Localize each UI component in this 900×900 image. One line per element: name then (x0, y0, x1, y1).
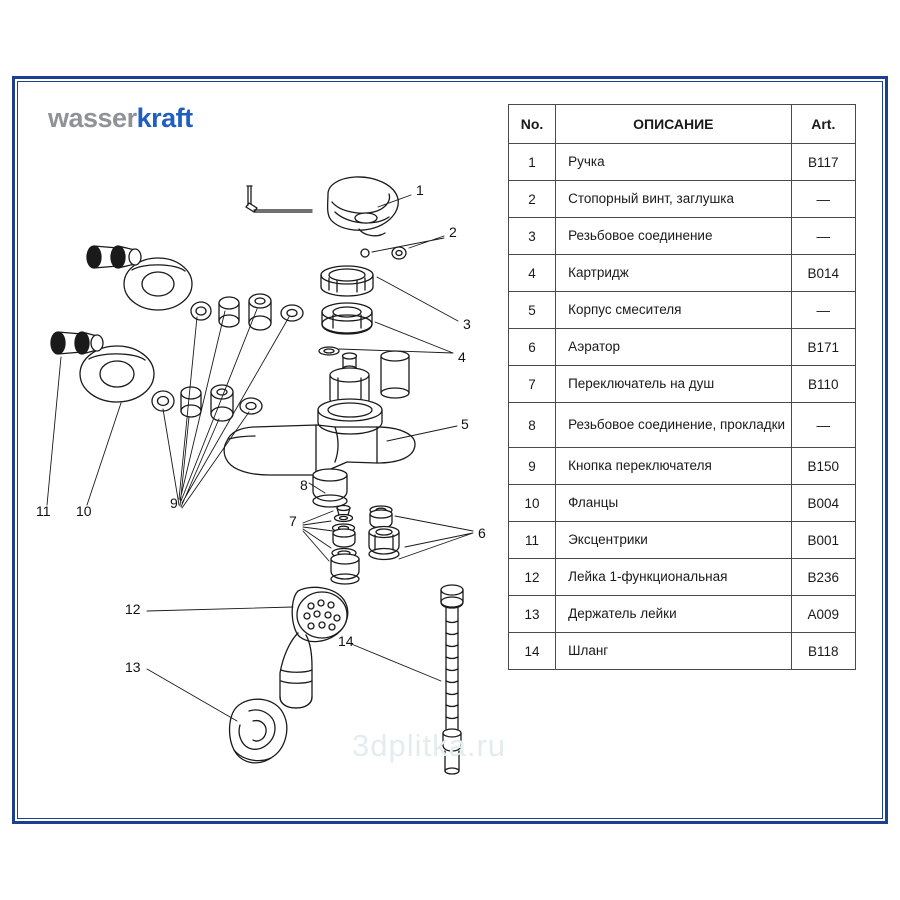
part-washers-lower (152, 385, 262, 421)
part-screw-cap (361, 247, 406, 259)
row-no: 10 (509, 485, 556, 522)
row-no: 5 (509, 292, 556, 329)
table-row (509, 522, 856, 559)
row-description: Эксцентрики (556, 522, 792, 559)
row-art: B118 (791, 633, 855, 670)
row-description: Резьбовое соединение (556, 218, 792, 255)
callout-7: 7 (289, 513, 297, 529)
row-no: 12 (509, 559, 556, 596)
row-art: B117 (791, 144, 855, 181)
row-art: — (791, 218, 855, 255)
row-description: Держатель лейки (556, 596, 792, 633)
row-art: — (791, 403, 855, 448)
table-row (509, 329, 856, 366)
table-row (509, 366, 856, 403)
callout-10: 10 (76, 503, 92, 519)
row-no: 2 (509, 181, 556, 218)
callout-12: 12 (125, 601, 141, 617)
callout-1: 1 (416, 182, 424, 198)
row-no: 6 (509, 329, 556, 366)
row-no: 1 (509, 144, 556, 181)
row-art: — (791, 292, 855, 329)
part-eccentric-upper (87, 246, 141, 268)
callout-13: 13 (125, 659, 141, 675)
part-aerator (369, 506, 399, 560)
row-art: — (791, 181, 855, 218)
parts-table (508, 104, 856, 670)
table-row (509, 255, 856, 292)
row-no: 8 (509, 403, 556, 448)
table-header-row (509, 105, 856, 144)
row-no: 9 (509, 448, 556, 485)
part-faucet-body (224, 399, 415, 507)
row-description: Ручка (556, 144, 792, 181)
row-art: B001 (791, 522, 855, 559)
part-flange-lower (80, 346, 154, 402)
part-side-cylinder (381, 351, 409, 398)
row-description: Шланг (556, 633, 792, 670)
row-art: B110 (791, 366, 855, 403)
row-no: 11 (509, 522, 556, 559)
callout-14: 14 (338, 633, 354, 649)
row-art: B236 (791, 559, 855, 596)
part-flange-upper (124, 258, 192, 310)
part-washers-upper (191, 294, 303, 330)
part-cartridge-gasket (319, 347, 339, 355)
row-description: Корпус смесителя (556, 292, 792, 329)
table-row (509, 292, 856, 329)
row-no: 7 (509, 366, 556, 403)
header-no: No. (509, 105, 556, 144)
row-no: 13 (509, 596, 556, 633)
callout-leader-lines (47, 195, 473, 721)
part-threaded-ring (321, 266, 373, 296)
part-handle (328, 177, 399, 236)
row-description: Аэратор (556, 329, 792, 366)
part-eccentric-lower (51, 332, 103, 354)
row-description: Картридж (556, 255, 792, 292)
table-row (509, 218, 856, 255)
part-diverter-stack (331, 506, 359, 585)
table-row (509, 559, 856, 596)
row-art: B004 (791, 485, 855, 522)
callout-3: 3 (463, 316, 471, 332)
part-cartridge (322, 303, 372, 334)
header-description: ОПИСАНИЕ (556, 105, 792, 144)
header-art: Art. (791, 105, 855, 144)
row-art: B014 (791, 255, 855, 292)
row-description: Лейка 1-функциональная (556, 559, 792, 596)
callout-2: 2 (449, 224, 457, 240)
table-row (509, 633, 856, 670)
row-description: Переключатель на душ (556, 366, 792, 403)
table-row (509, 181, 856, 218)
row-art: B150 (791, 448, 855, 485)
table-row (509, 485, 856, 522)
row-no: 3 (509, 218, 556, 255)
exploded-view-drawing (17, 81, 507, 819)
row-no: 4 (509, 255, 556, 292)
table-row (509, 403, 856, 448)
part-shower-holder (230, 699, 287, 763)
brand-logo-part2: kraft (136, 103, 193, 133)
callout-9: 9 (170, 495, 178, 511)
callout-11: 11 (36, 503, 51, 519)
watermark: 3dplitka.ru (352, 728, 507, 763)
row-description: Кнопка переключателя (556, 448, 792, 485)
row-description: Резьбовое соединение, прокладки (556, 403, 792, 448)
table-row (509, 596, 856, 633)
row-art: A009 (791, 596, 855, 633)
callout-5: 5 (461, 416, 469, 432)
callout-4: 4 (458, 349, 466, 365)
row-description: Стопорный винт, заглушка (556, 181, 792, 218)
brand-logo-part1: wasser (48, 103, 137, 133)
row-art: B171 (791, 329, 855, 366)
table-row (509, 144, 856, 181)
row-description: Фланцы (556, 485, 792, 522)
row-no: 14 (509, 633, 556, 670)
part-allen-key (246, 186, 312, 212)
callout-6: 6 (478, 525, 486, 541)
callout-8: 8 (300, 477, 308, 493)
table-row (509, 448, 856, 485)
